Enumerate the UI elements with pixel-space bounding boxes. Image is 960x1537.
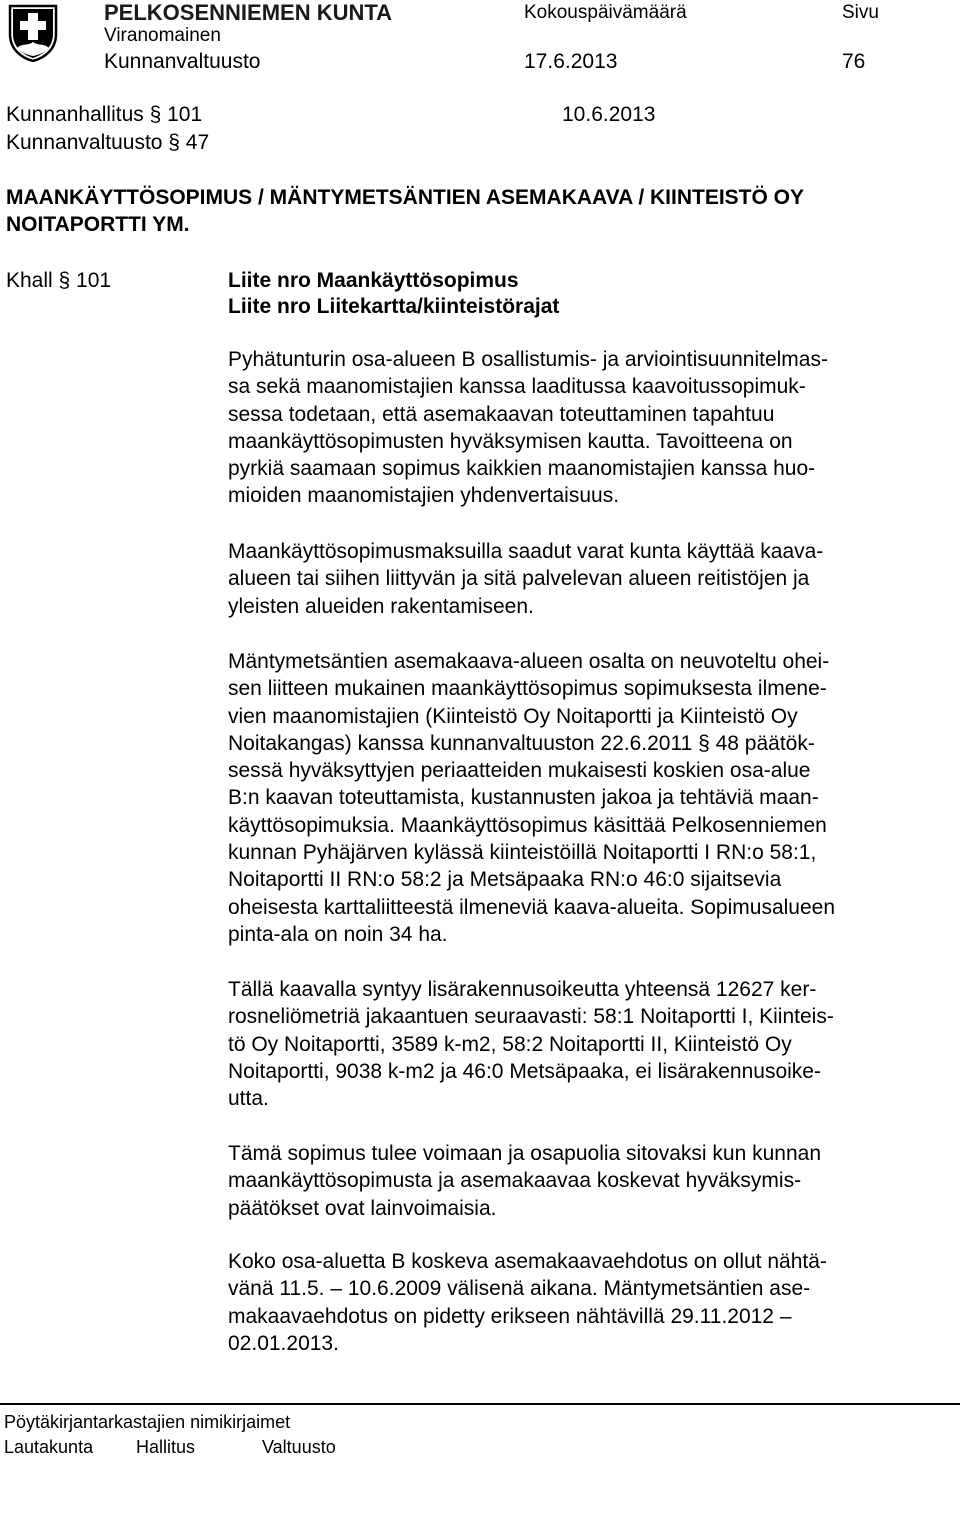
coat-of-arms-icon [8, 4, 58, 62]
text-line: vänä 11.5. – 10.6.2009 välisenä aikana. Mäntymetsäntien ase- [228, 1277, 811, 1301]
paragraph [228, 1140, 928, 1222]
meeting-date-label: Kokouspäivämäärä [524, 2, 687, 23]
text-line: yleisten alueiden rakentamiseen. [228, 594, 534, 618]
text-line: käyttösopimuksia. Maankäyttösopimus käsittää Pelkosenniemen [228, 813, 827, 837]
text-line: oheisesta karttaliitteestä ilmeneviä kaava-alueita. Sopimusalueen [228, 895, 836, 919]
document-title: MAANKÄYTTÖSOPIMUS / MÄNTYMETSÄNTIEN ASEMAKAAVA / KIINTEISTÖ OY NOITAPORTTI YM. [6, 186, 804, 236]
governing-body: Kunnanvaltuusto [104, 50, 261, 73]
footer-board-column: Lautakunta [4, 1437, 94, 1457]
text-line: pinta-ala on noin 34 ha. [228, 922, 448, 946]
footer-executive-column: Hallitus [136, 1437, 196, 1457]
page-label: Sivu [842, 2, 879, 23]
text-line: tö Oy Noitaportti, 3589 k-m2, 58:2 Noitaportti II, Kiinteistö Oy [228, 1032, 792, 1056]
reference-board-date: 10.6.2013 [562, 103, 656, 126]
text-line: sessa todetaan, että asemakaavan toteuttaminen tapahtuu [228, 402, 775, 426]
text-line: rosneliömetriä jakaantuen seuraavasti: 58:1 Noitaportti I, Kiinteis- [228, 1005, 834, 1029]
attachment-map: Liite nro Liitekartta/kiinteistörajat [228, 295, 560, 318]
municipality-name: PELKOSENNIEMEN KUNTA [104, 0, 393, 25]
paragraph [228, 346, 928, 510]
text-line: Noitaportti II RN:o 58:2 ja Metsäpaaka RN:o 46:0 sijaitsevia [228, 868, 782, 892]
footer-initials-title: Pöytäkirjantarkastajien nimikirjaimet [4, 1412, 291, 1432]
text-line: sa sekä maanomistajien kanssa laaditussa kaavoitussopimuk- [228, 375, 806, 399]
paragraph [228, 976, 928, 1112]
text-line: vien maanomistajien (Kiinteistö Oy Noitaportti ja Kiinteistö Oy [228, 704, 798, 728]
paragraph [228, 538, 928, 620]
text-line: Pyhätunturin osa-alueen B osallistumis- ja arviointisuunnitelmas- [228, 348, 828, 371]
text-line: makaavaehdotus on pidetty erikseen nähtävillä 29.11.2012 – [228, 1304, 792, 1328]
text-line: Koko osa-aluetta B koskeva asemakaavaehdotus on ollut nähtä- [228, 1250, 827, 1273]
attachment-agreement: Liite nro Maankäyttösopimus [228, 269, 519, 292]
text-line: Tällä kaavalla syntyy lisärakennusoikeutta yhteensä 12627 ker- [228, 978, 817, 1001]
text-line: Noitakangas) kanssa kunnanvaltuuston 22.6.2011 § 48 päätök- [228, 731, 815, 755]
text-line: Maankäyttösopimusmaksuilla saadut varat kunta käyttää kaava- [228, 540, 824, 563]
text-line: mioiden maanomistajien yhdenvertaisuus. [228, 484, 620, 508]
text-line: Mäntymetsäntien asemakaava-alueen osalta on neuvoteltu ohei- [228, 650, 830, 673]
paragraph [228, 648, 928, 948]
text-line: maankäyttösopimusten hyväksymisen kautta. Tavoitteena on [228, 429, 793, 453]
reference-board: Kunnanhallitus § 101 [6, 103, 203, 126]
text-line: sessä hyväksyttyjen periaatteiden mukaisesti koskien osa-alue [228, 759, 811, 783]
text-line: Tämä sopimus tulee voimaan ja osapuolia sitovaksi kun kunnan [228, 1142, 821, 1165]
text-line: Noitaportti, 9038 k-m2 ja 46:0 Metsäpaaka, ei lisärakennusoike- [228, 1059, 821, 1083]
text-line: sen liitteen mukainen maankäyttösopimus sopimuksesta ilmene- [228, 677, 827, 701]
footer-divider [0, 1403, 960, 1405]
paragraph [228, 1248, 928, 1357]
text-line: alueen tai siihen liittyvän ja sitä palvelevan alueen reitistöjen ja [228, 567, 810, 591]
text-line: B:n kaavan toteuttamista, kustannusten jakoa ja tehtäviä maan- [228, 786, 819, 810]
page-number: 76 [842, 50, 866, 73]
footer-council-column: Valtuusto [262, 1437, 336, 1457]
text-line: pyrkiä saamaan sopimus kaikkien maanomistajien kanssa huo- [228, 457, 816, 481]
text-line: utta. [228, 1087, 269, 1111]
meeting-date: 17.6.2013 [524, 50, 618, 73]
section-reference: Khall § 101 [6, 269, 112, 292]
text-line: kunnan Pyhäjärven kylässä kiinteistöillä Noitaportti I RN:o 58:1, [228, 841, 817, 865]
text-line: päätökset ovat lainvoimaisia. [228, 1196, 497, 1220]
reference-council: Kunnanvaltuusto § 47 [6, 131, 210, 154]
text-line: 02.01.2013. [228, 1331, 339, 1355]
authority-label: Viranomainen [104, 25, 221, 46]
text-line: maankäyttösopimusta ja asemakaavaa koskevat hyväksymis- [228, 1169, 802, 1193]
